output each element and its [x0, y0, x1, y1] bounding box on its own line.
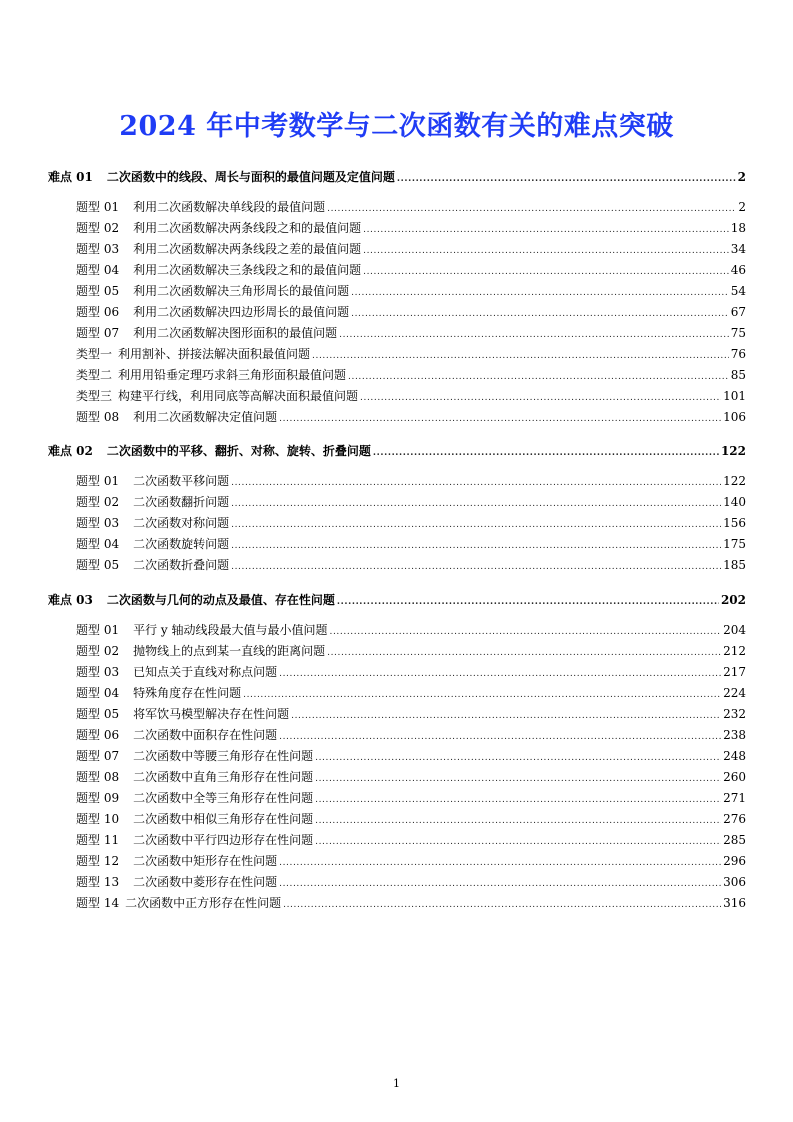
dot-leader — [397, 170, 736, 188]
toc-entry[interactable] — [76, 726, 746, 746]
toc-section-3[interactable] — [48, 591, 746, 611]
entry-title: 利用二次函数解决四边形周长的最值问题 — [133, 305, 350, 319]
dot-leader — [373, 444, 719, 462]
page-number: 54 — [730, 284, 746, 298]
dot-leader — [243, 686, 721, 704]
toc-entry[interactable] — [76, 831, 746, 851]
entry-title: 二次函数折叠问题 — [133, 558, 230, 572]
toc-entry[interactable] — [76, 810, 746, 830]
entry-title: 二次函数中相似三角形存在性问题 — [133, 812, 314, 826]
entry-number: 题型 07 — [76, 326, 120, 340]
dot-leader — [337, 593, 719, 611]
dot-leader — [330, 623, 722, 641]
toc-entry[interactable] — [76, 387, 746, 407]
page-number: 224 — [723, 686, 746, 700]
dot-leader — [327, 644, 721, 662]
toc-entry[interactable] — [76, 705, 746, 725]
entry-title: 二次函数中菱形存在性问题 — [133, 875, 278, 889]
entry-number: 题型 04 — [76, 686, 120, 700]
document-title: 2024 年中考数学与二次函数有关的难点突破 — [119, 111, 674, 142]
page-number: 75 — [730, 326, 746, 340]
entry-number: 题型 08 — [76, 770, 120, 784]
page-number: 2 — [737, 170, 746, 184]
dot-leader — [327, 200, 736, 218]
entry-number: 题型 02 — [76, 495, 120, 509]
page-number: 76 — [730, 347, 746, 361]
dot-leader — [291, 707, 721, 725]
entry-number: 题型 04 — [76, 263, 120, 277]
toc-entry[interactable] — [76, 345, 746, 365]
entry-title: 二次函数中矩形存在性问题 — [133, 854, 278, 868]
entry-title: 二次函数旋转问题 — [133, 537, 230, 551]
entry-number: 题型 07 — [76, 749, 120, 763]
dot-leader — [339, 326, 729, 344]
dot-leader — [279, 728, 721, 746]
toc-entry[interactable] — [76, 535, 746, 555]
page-number: 202 — [720, 593, 746, 607]
entry-title: 利用二次函数解决两条线段之和的最值问题 — [133, 221, 362, 235]
entry-title: 构建平行线，利用同底等高解决面积最值问题 — [118, 389, 359, 403]
entry-title: 特殊角度存在性问题 — [133, 686, 242, 700]
entry-title: 已知点关于直线对称点问题 — [133, 665, 278, 679]
entry-title: 二次函数翻折问题 — [133, 495, 230, 509]
toc-section-2[interactable] — [48, 442, 746, 462]
dot-leader — [351, 284, 729, 302]
entry-title: 将军饮马模型解决存在性问题 — [133, 707, 290, 721]
page-number: 2 — [738, 200, 746, 214]
entry-title: 利用割补、拼接法解决面积最值问题 — [118, 347, 311, 361]
entry-number: 题型 03 — [76, 665, 120, 679]
entry-title: 利用二次函数解决三角形周长的最值问题 — [133, 284, 350, 298]
section-number: 难点 02 — [48, 444, 93, 458]
dot-leader — [279, 854, 721, 872]
dot-leader — [283, 896, 721, 914]
entry-number: 题型 02 — [76, 221, 120, 235]
toc-entry[interactable] — [76, 366, 746, 386]
page-number: 185 — [723, 558, 746, 572]
toc-entry[interactable] — [76, 663, 746, 683]
page-number: 140 — [723, 495, 746, 509]
toc-entry[interactable] — [76, 894, 746, 914]
page-number: 156 — [723, 516, 746, 530]
page-number: 101 — [723, 389, 746, 403]
page-number: 204 — [723, 623, 746, 637]
page-number: 232 — [723, 707, 746, 721]
entry-number: 题型 05 — [76, 558, 120, 572]
entry-title: 二次函数平移问题 — [133, 474, 230, 488]
page-number: 217 — [723, 665, 746, 679]
dot-leader — [315, 791, 721, 809]
entry-title: 平行 y 轴动线段最大值与最小值问题 — [133, 623, 328, 637]
entry-number: 题型 04 — [76, 537, 120, 551]
toc-section-1[interactable] — [48, 168, 746, 188]
entry-title: 二次函数中正方形存在性问题 — [125, 896, 282, 910]
page-number: 106 — [723, 410, 746, 424]
dot-leader — [363, 263, 729, 281]
toc-entry[interactable] — [76, 303, 746, 323]
page-number: 122 — [723, 474, 746, 488]
dot-leader — [231, 516, 721, 534]
toc-entry[interactable] — [76, 240, 746, 260]
page-number: 306 — [723, 875, 746, 889]
entry-number: 类型二 — [76, 368, 113, 382]
toc-entry[interactable] — [76, 493, 746, 513]
entry-title: 利用二次函数解决单线段的最值问题 — [133, 200, 326, 214]
toc-entry[interactable] — [76, 852, 746, 872]
entry-title: 利用二次函数解决定值问题 — [133, 410, 278, 424]
page-number: 276 — [723, 812, 746, 826]
dot-leader — [279, 410, 721, 428]
entry-number: 类型一 — [76, 347, 113, 361]
toc-entry[interactable] — [76, 198, 746, 218]
dot-leader — [231, 474, 721, 492]
entry-number: 题型 08 — [76, 410, 120, 424]
page-number: 285 — [723, 833, 746, 847]
toc-entry[interactable] — [76, 472, 746, 492]
entry-title: 二次函数中平行四边形存在性问题 — [133, 833, 314, 847]
section-title: 二次函数与几何的动点及最值、存在性问题 — [106, 593, 335, 607]
section-title: 二次函数中的平移、翻折、对称、旋转、折叠问题 — [106, 444, 371, 458]
dot-leader — [351, 305, 729, 323]
entry-number: 题型 14 — [76, 896, 120, 910]
dot-leader — [348, 368, 729, 386]
page-number: 67 — [730, 305, 746, 319]
page-number: 122 — [720, 444, 746, 458]
entry-number: 题型 13 — [76, 875, 120, 889]
dot-leader — [279, 875, 721, 893]
toc-entry[interactable] — [76, 642, 746, 662]
toc-entry[interactable] — [76, 408, 746, 428]
page-number: 238 — [723, 728, 746, 742]
entry-title: 利用二次函数解决三条线段之和的最值问题 — [133, 263, 362, 277]
entry-number: 题型 03 — [76, 242, 120, 256]
toc-entry[interactable] — [76, 514, 746, 534]
entry-title: 利用用铅垂定理巧求斜三角形面积最值问题 — [118, 368, 347, 382]
entry-number: 题型 06 — [76, 728, 120, 742]
dot-leader — [363, 221, 729, 239]
entry-number: 题型 03 — [76, 516, 120, 530]
entry-number: 题型 01 — [76, 474, 120, 488]
toc-entry[interactable] — [76, 282, 746, 302]
entry-number: 题型 11 — [76, 833, 120, 847]
toc-entry[interactable] — [76, 747, 746, 767]
entry-number: 题型 05 — [76, 707, 120, 721]
section-number: 难点 03 — [48, 593, 93, 607]
entry-number: 题型 01 — [76, 623, 120, 637]
dot-leader — [315, 812, 721, 830]
dot-leader — [231, 558, 721, 576]
entry-number: 题型 06 — [76, 305, 120, 319]
entry-number: 题型 05 — [76, 284, 120, 298]
page-number: 34 — [730, 242, 746, 256]
page-number: 296 — [723, 854, 746, 868]
dot-leader — [315, 833, 721, 851]
dot-leader — [360, 389, 721, 407]
entry-title: 二次函数中面积存在性问题 — [133, 728, 278, 742]
page-number: 271 — [723, 791, 746, 805]
entry-title: 二次函数中等腰三角形存在性问题 — [133, 749, 314, 763]
toc-entry[interactable] — [76, 219, 746, 239]
page-number: 175 — [723, 537, 746, 551]
toc-entry[interactable] — [76, 261, 746, 281]
toc-entry[interactable] — [76, 873, 746, 893]
dot-leader — [315, 770, 721, 788]
entry-title: 二次函数中全等三角形存在性问题 — [133, 791, 314, 805]
dot-leader — [279, 665, 721, 683]
toc-entry[interactable] — [76, 621, 746, 641]
page-number: 46 — [730, 263, 746, 277]
page-number: 85 — [730, 368, 746, 382]
dot-leader — [231, 495, 721, 513]
entry-number: 题型 02 — [76, 644, 120, 658]
page-number: 260 — [723, 770, 746, 784]
dot-leader — [231, 537, 721, 555]
section-title: 二次函数中的线段、周长与面积的最值问题及定值问题 — [106, 170, 395, 184]
entry-title: 抛物线上的点到某一直线的距离问题 — [133, 644, 326, 658]
toc-entry[interactable] — [76, 789, 746, 809]
toc-entry[interactable] — [76, 768, 746, 788]
entry-number: 题型 01 — [76, 200, 120, 214]
dot-leader — [363, 242, 729, 260]
footer-page-number: 1 — [393, 1077, 400, 1090]
page-number: 316 — [723, 896, 746, 910]
entry-title: 利用二次函数解决两条线段之差的最值问题 — [133, 242, 362, 256]
toc-entry[interactable] — [76, 684, 746, 704]
dot-leader — [315, 749, 721, 767]
entry-title: 二次函数中直角三角形存在性问题 — [133, 770, 314, 784]
page-number: 18 — [730, 221, 746, 235]
entry-number: 题型 09 — [76, 791, 120, 805]
dot-leader — [312, 347, 729, 365]
entry-number: 题型 10 — [76, 812, 120, 826]
toc-entry[interactable] — [76, 324, 746, 344]
page-number: 248 — [723, 749, 746, 763]
entry-number: 类型三 — [76, 389, 113, 403]
toc-entry[interactable] — [76, 556, 746, 576]
entry-number: 题型 12 — [76, 854, 120, 868]
page-number: 212 — [723, 644, 746, 658]
entry-title: 利用二次函数解决图形面积的最值问题 — [133, 326, 338, 340]
entry-title: 二次函数对称问题 — [133, 516, 230, 530]
section-number: 难点 01 — [48, 170, 93, 184]
